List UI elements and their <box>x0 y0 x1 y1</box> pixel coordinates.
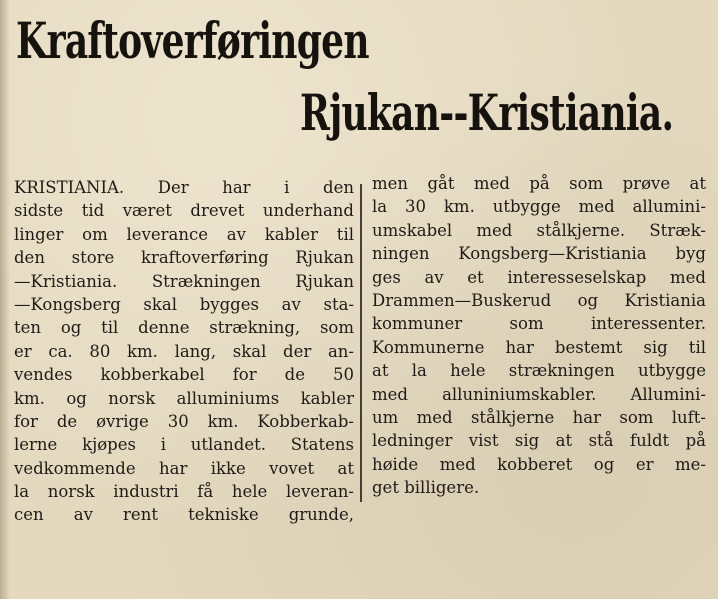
article-line: —Kongsberg skal bygges av sta- <box>14 294 354 314</box>
article-column-right <box>372 172 706 499</box>
article-line: umskabel med stålkjerne. Stræk- <box>372 220 706 240</box>
article-column-left <box>14 176 354 527</box>
article-line: lerne kjøpes i utlandet. Statens <box>14 435 354 455</box>
article-line: Kommunerne har bestemt sig til <box>372 337 706 357</box>
article-line: at la hele strækningen utbygge <box>372 361 706 381</box>
article-line: sidste tid været drevet underhand <box>14 201 354 221</box>
article-line: la norsk industri få hele leveran- <box>14 482 354 502</box>
article-line: ges av et interesseselskap med <box>372 267 706 287</box>
article-line: med alluniniumskabler. Allumini- <box>372 384 706 404</box>
article-line: cen av rent tekniske grunde, <box>14 505 354 525</box>
article-line: get billigere. <box>372 478 480 498</box>
article-line: er ca. 80 km. lang, skal der an- <box>14 341 354 361</box>
article-line: ledninger vist sig at stå fuldt på <box>372 431 706 451</box>
article-line: linger om leverance av kabler til <box>14 224 354 244</box>
article-line: um med stålkjerne har som luft- <box>372 407 706 427</box>
article-line: vedkommende har ikke vovet at <box>14 458 354 478</box>
column-divider <box>360 184 362 502</box>
article-line: kommuner som interessenter. <box>372 314 706 334</box>
article-line: men gåt med på som prøve at <box>372 174 706 193</box>
headline-line-1: Kraftoverføringen <box>16 11 369 70</box>
article-line: vendes kobberkabel for de 50 <box>14 365 354 385</box>
article-line: den store kraftoverføring Rjukan <box>14 248 354 268</box>
article-line: ten og til denne strækning, som <box>14 318 354 338</box>
article-line: la 30 km. utbygge med allumini- <box>372 197 706 217</box>
paper-edge-shadow <box>0 0 10 599</box>
article-line: for de øvrige 30 km. Kobberkab- <box>14 411 354 431</box>
article-line: km. og norsk alluminiums kabler <box>14 388 354 408</box>
article-line: høide med kobberet og er me- <box>372 454 706 474</box>
article-line: —Kristiania. Strækningen Rjukan <box>14 271 354 291</box>
article-line: ningen Kongsberg—Kristiania byg <box>372 244 706 264</box>
article-line: KRISTIANIA. Der har i den <box>14 178 354 197</box>
headline-line-2: Rjukan--Kristiania. <box>300 83 674 142</box>
article-line: Drammen—Buskerud og Kristiania <box>372 290 706 310</box>
